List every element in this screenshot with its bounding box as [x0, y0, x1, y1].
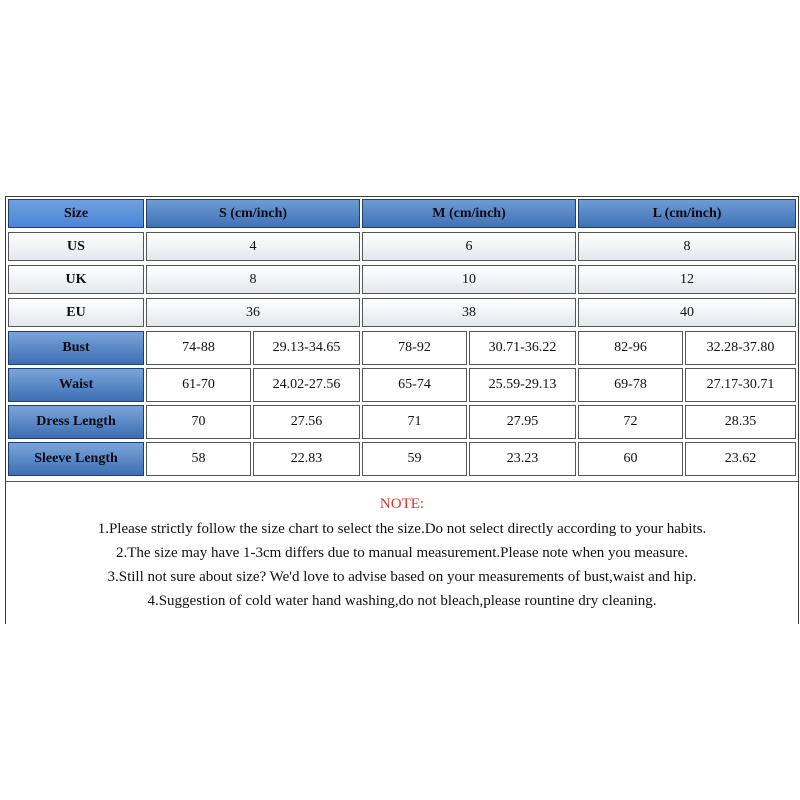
- sleeve-length-m-inch: 23.23: [469, 442, 576, 476]
- row-label-sleeve-length: Sleeve Length: [8, 442, 144, 476]
- size-chart: [5, 196, 799, 624]
- row-label-us: US: [8, 232, 144, 261]
- waist-s-inch: 24.02-27.56: [253, 368, 360, 402]
- uk-l: 12: [578, 265, 796, 294]
- bust-s-cm: 74-88: [146, 331, 251, 365]
- bust-m-inch: 30.71-36.22: [469, 331, 576, 365]
- dress-length-l-cm: 72: [578, 405, 683, 439]
- dress-length-s-cm: 70: [146, 405, 251, 439]
- us-l: 8: [578, 232, 796, 261]
- header-size: Size: [8, 199, 144, 228]
- bust-l-inch: 32.28-37.80: [685, 331, 796, 365]
- header-m: M (cm/inch): [362, 199, 576, 228]
- us-s: 4: [146, 232, 360, 261]
- waist-m-inch: 25.59-29.13: [469, 368, 576, 402]
- uk-s: 8: [146, 265, 360, 294]
- waist-l-cm: 69-78: [578, 368, 683, 402]
- row-label-waist: Waist: [8, 368, 144, 402]
- note-line-2: 2.The size may have 1-3cm differs due to manual measurement.Please note when you measure.: [115, 545, 689, 561]
- row-label-eu: EU: [8, 298, 144, 327]
- uk-m: 10: [362, 265, 576, 294]
- sleeve-length-l-inch: 23.62: [685, 442, 796, 476]
- sleeve-length-s-cm: 58: [146, 442, 251, 476]
- waist-m-cm: 65-74: [362, 368, 467, 402]
- eu-m: 38: [362, 298, 576, 327]
- waist-s-cm: 61-70: [146, 368, 251, 402]
- eu-s: 36: [146, 298, 360, 327]
- note-line-1: 1.Please strictly follow the size chart to select the size.Do not select directly according to your habits.: [97, 521, 707, 537]
- row-label-dress-length: Dress Length: [8, 405, 144, 439]
- eu-l: 40: [578, 298, 796, 327]
- bust-m-cm: 78-92: [362, 331, 467, 365]
- dress-length-s-inch: 27.56: [253, 405, 360, 439]
- header-s: S (cm/inch): [146, 199, 360, 228]
- sleeve-length-s-inch: 22.83: [253, 442, 360, 476]
- row-label-uk: UK: [8, 265, 144, 294]
- row-label-bust: Bust: [8, 331, 144, 365]
- dress-length-l-inch: 28.35: [685, 405, 796, 439]
- dress-length-m-inch: 27.95: [469, 405, 576, 439]
- note-line-3: 3.Still not sure about size? We'd love to advise based on your measurements of bust,waist and hip.: [107, 569, 697, 585]
- header-l: L (cm/inch): [578, 199, 796, 228]
- us-m: 6: [362, 232, 576, 261]
- notes-section: [6, 481, 798, 624]
- note-title: NOTE:: [379, 496, 425, 512]
- sleeve-length-m-cm: 59: [362, 442, 467, 476]
- bust-s-inch: 29.13-34.65: [253, 331, 360, 365]
- dress-length-m-cm: 71: [362, 405, 467, 439]
- bust-l-cm: 82-96: [578, 331, 683, 365]
- note-line-4: 4.Suggestion of cold water hand washing,do not bleach,please rountine dry cleaning.: [147, 593, 657, 609]
- waist-l-inch: 27.17-30.71: [685, 368, 796, 402]
- sleeve-length-l-cm: 60: [578, 442, 683, 476]
